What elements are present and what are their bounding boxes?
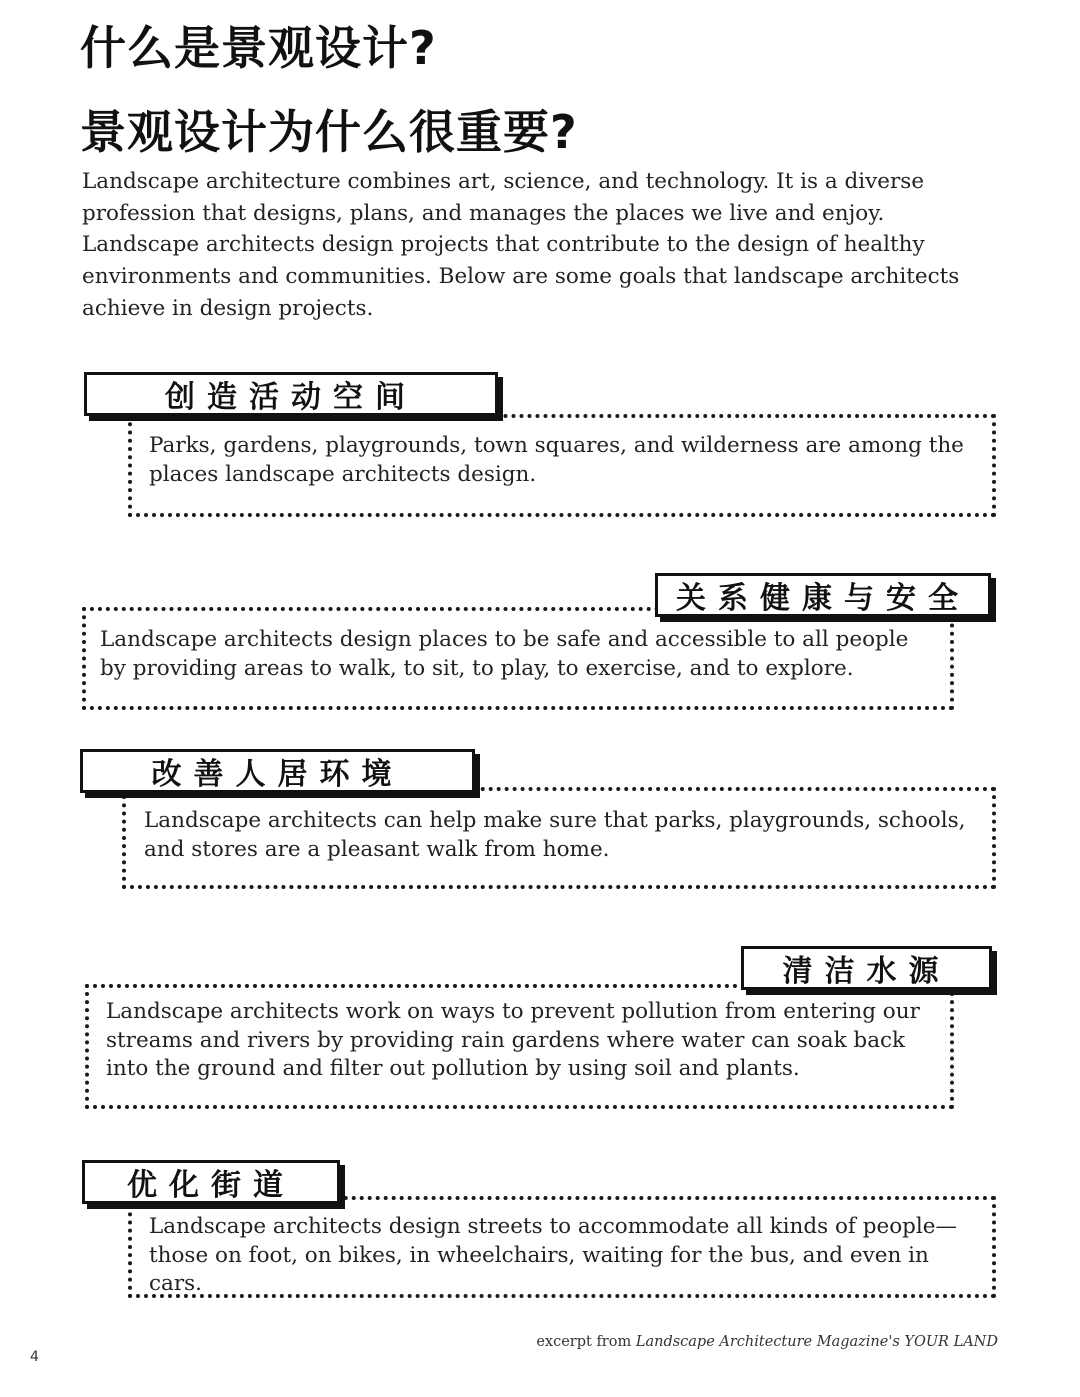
page-number: 4	[30, 1349, 39, 1365]
source-note: excerpt from Landscape Architecture Magazine's YOUR LAND	[536, 1334, 998, 1350]
section-text-streets: Landscape architects design streets to accommodate all kinds of people—those on foot, on bikes, in wheelchairs, waiting for the bus, and even in cars.	[149, 1214, 958, 1296]
page-title-line-2: 景观设计为什么很重要?	[80, 105, 578, 159]
section-text-clean-water: Landscape architects work on ways to prevent pollution from entering our streams and rivers by providing rain gardens where water can soak back into the ground and filter out pollution by using soil and plants.	[106, 999, 920, 1081]
section-text-health-safety: Landscape architects design places to be safe and accessible to all people by providing areas to walk, to sit, to play, to exercise, and to explore.	[100, 627, 909, 681]
section-text-living-environment: Landscape architects can help make sure that parks, playgrounds, schools, and stores are a pleasant walk from home.	[144, 808, 966, 862]
page-title-line-1: 什么是景观设计?	[80, 21, 437, 75]
section-label-streets: 优化街道	[82, 1160, 340, 1204]
section-label-clean-water: 清洁水源	[741, 946, 992, 990]
section-label-health-safety: 关系健康与安全	[655, 573, 991, 617]
section-text-activity-space: Parks, gardens, playgrounds, town squares, and wilderness are among the places landscape architects design.	[149, 433, 964, 487]
intro-paragraph: Landscape architecture combines art, science, and technology. It is a diverse profession that designs, plans, and manages the places we live and enjoy. Landscape architects design projects that contribute to the design of healthy environments and communities. Below are some goals that landscape architects achieve in design projects.	[82, 169, 960, 321]
section-label-living-environment: 改善人居环境	[80, 749, 475, 793]
section-label-activity-space: 创造活动空间	[84, 372, 498, 416]
